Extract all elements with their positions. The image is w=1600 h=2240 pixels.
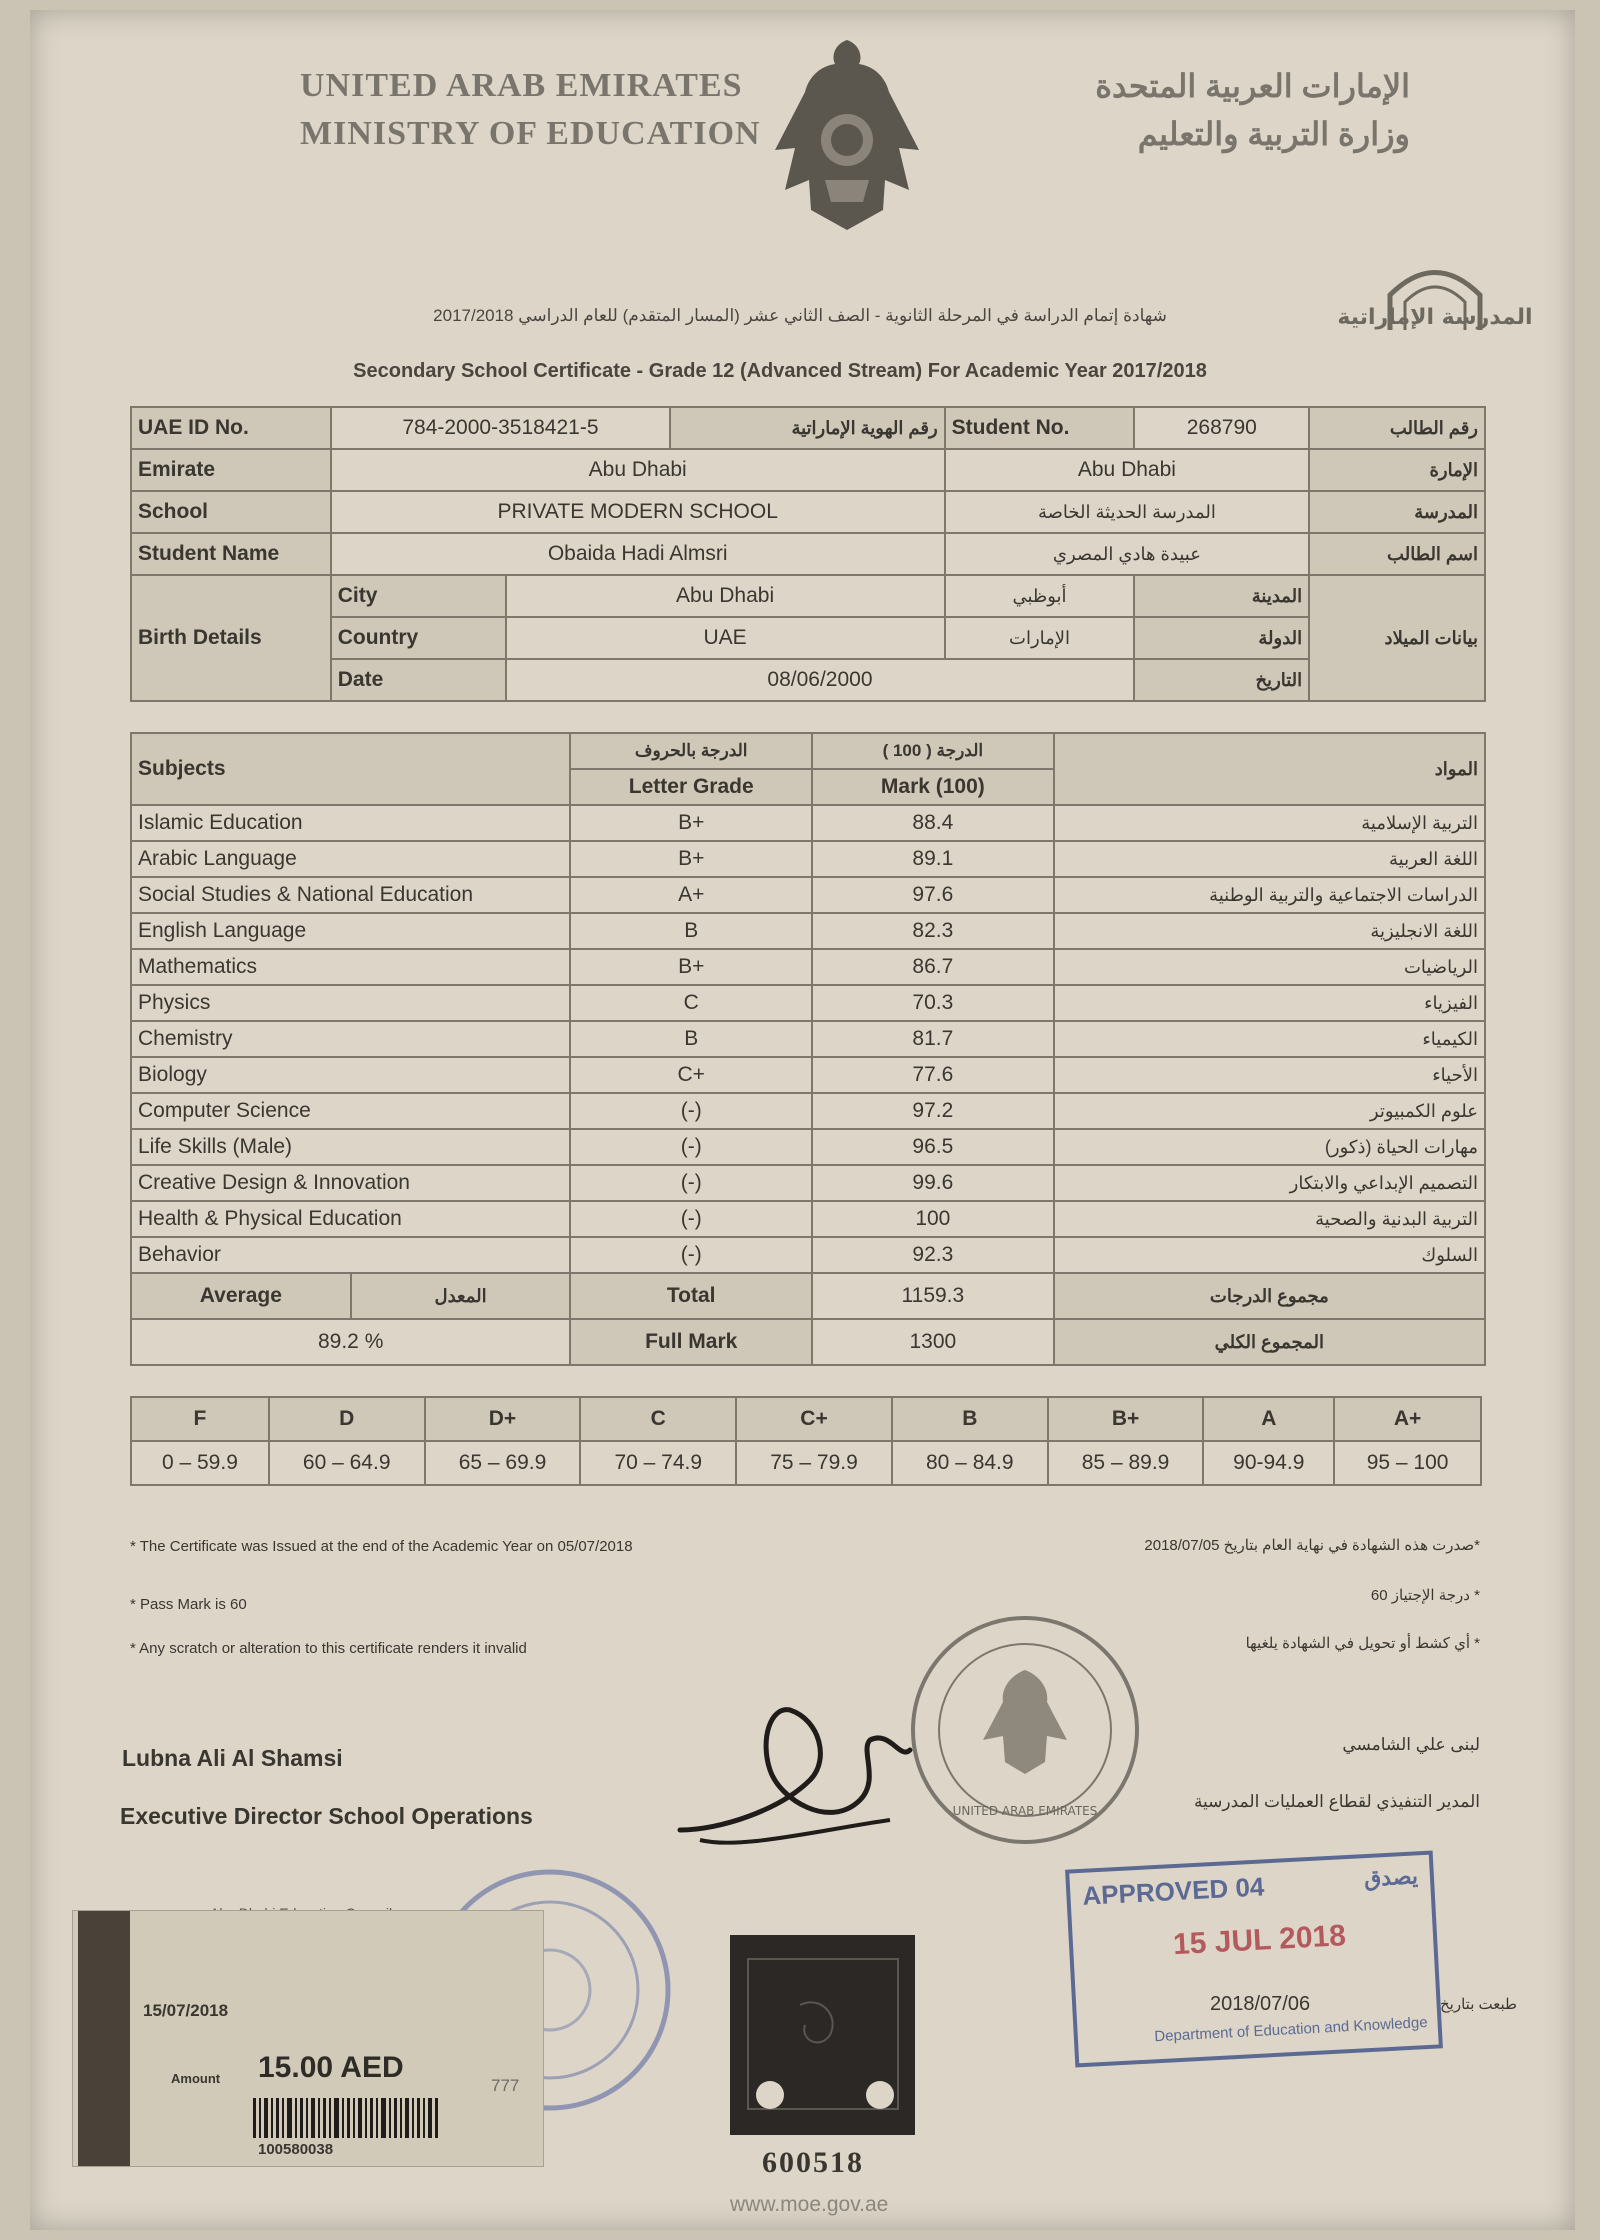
uae-id-label: UAE ID No. [131, 407, 331, 449]
uae-eagle-emblem-icon [765, 30, 930, 235]
subject-name-ar: علوم الكمبيوتر [1054, 1093, 1485, 1129]
ministry-name-ar: وزارة التربية والتعليم [1137, 116, 1410, 152]
subject-name: Creative Design & Innovation [131, 1165, 570, 1201]
grade-row [131, 1129, 1485, 1165]
uae-id-value: 784-2000-3518421-5 [331, 407, 670, 449]
student-no-value: 268790 [1134, 407, 1309, 449]
total-label-ar: مجموع الدرجات [1054, 1273, 1485, 1319]
letter-grade-header: Letter Grade [570, 769, 812, 805]
note-scratch-en: * Any scratch or alteration to this certificate renders it invalid [130, 1640, 527, 1657]
fullmark-label: Full Mark [570, 1319, 812, 1365]
student-name-label-ar: اسم الطالب [1309, 533, 1485, 575]
scale-range: 65 – 69.9 [425, 1441, 581, 1485]
country-name-en: UNITED ARAB EMIRATES [300, 67, 743, 104]
country-value-en: UAE [506, 617, 945, 659]
school-row [131, 491, 1485, 533]
scale-range: 0 – 59.9 [131, 1441, 269, 1485]
subject-name: Physics [131, 985, 570, 1021]
country-name-ar: الإمارات العربية المتحدة [1095, 68, 1410, 104]
grade-row [131, 985, 1485, 1021]
grade-row [131, 1057, 1485, 1093]
subjects-header-ar: المواد [1054, 733, 1485, 805]
signatory-title-en: Executive Director School Operations [120, 1803, 533, 1829]
certificate-title-en: Secondary School Certificate - Grade 12 (Advanced Stream) For Academic Year 2017/2018 [353, 360, 1207, 382]
subject-name-ar: مهارات الحياة (ذكور) [1054, 1129, 1485, 1165]
receipt-barcode-number: 100580038 [258, 2141, 334, 2158]
signatory-name-en: Lubna Ali Al Shamsi [122, 1745, 343, 1771]
receipt-strip [78, 1911, 130, 2166]
subject-name: Computer Science [131, 1093, 570, 1129]
letter-grade: B [570, 913, 812, 949]
note-pass-ar: * درجة الإجتياز 60 [1370, 1587, 1480, 1604]
average-label: Average [132, 1274, 352, 1318]
birth-date-value: 08/06/2000 [506, 659, 1135, 701]
subject-name: Islamic Education [131, 805, 570, 841]
revenue-stamp [730, 1935, 915, 2135]
print-date: 2018/07/06 [1210, 1993, 1311, 2015]
mark: 89.1 [812, 841, 1054, 877]
certificate-serial: 600518 [762, 2146, 864, 2179]
approved-stamp-title-ar: يصدق [1363, 1863, 1419, 1892]
subject-name-ar: التصميم الإبداعي والابتكار [1054, 1165, 1485, 1201]
letter-grade: (-) [570, 1093, 812, 1129]
grade-row [131, 1201, 1485, 1237]
header-en [300, 62, 761, 158]
scale-letters-row [131, 1397, 1481, 1441]
grades-table [130, 732, 1486, 1366]
subject-name: Life Skills (Male) [131, 1129, 570, 1165]
letter-grade: A+ [570, 877, 812, 913]
scale-range: 60 – 64.9 [269, 1441, 425, 1485]
subject-name-ar: السلوك [1054, 1237, 1485, 1273]
grading-scale-table [130, 1396, 1482, 1486]
scale-range: 85 – 89.9 [1048, 1441, 1204, 1485]
subject-name-ar: الفيزياء [1054, 985, 1485, 1021]
letter-grade: (-) [570, 1201, 812, 1237]
mark: 97.2 [812, 1093, 1054, 1129]
signatory-name-ar: لبنى علي الشامسي [1342, 1735, 1480, 1754]
mark-header-ar: الدرجة ( 100 ) [812, 733, 1054, 769]
header-ar [950, 62, 1410, 158]
approved-stamp-dept: Department of Education and Knowledge [1153, 2014, 1429, 2046]
school-value-ar: المدرسة الحديثة الخاصة [945, 491, 1310, 533]
scale-range: 70 – 74.9 [580, 1441, 736, 1485]
total-value: 1159.3 [812, 1273, 1054, 1319]
grade-row [131, 913, 1485, 949]
emirate-label-ar: الإمارة [1309, 449, 1485, 491]
grade-row [131, 1165, 1485, 1201]
birth-details-label: Birth Details [131, 575, 331, 701]
country-label-ar: الدولة [1134, 617, 1309, 659]
note-scratch-ar: * أي كشط أو تحويل في الشهادة يلغيها [1245, 1635, 1480, 1652]
subject-name-ar: اللغة العربية [1054, 841, 1485, 877]
birth-city-row [131, 575, 1485, 617]
grades-header-row [131, 733, 1485, 769]
mark: 96.5 [812, 1129, 1054, 1165]
barcode-icon [253, 2098, 443, 2138]
birth-date-row [131, 659, 1485, 701]
approved-stamp-title: APPROVED 04 [1081, 1871, 1266, 1911]
note-issued-en: * The Certificate was Issued at the end of the Academic Year on 05/07/2018 [130, 1538, 633, 1555]
subject-name: Mathematics [131, 949, 570, 985]
subject-name-ar: التربية البدنية والصحية [1054, 1201, 1485, 1237]
city-label: City [331, 575, 506, 617]
revenue-stamp-icon [730, 1935, 915, 2135]
subject-name: Social Studies & National Education [131, 877, 570, 913]
letter-grade: C [570, 985, 812, 1021]
signature-icon [660, 1680, 940, 1860]
letter-grade: B+ [570, 841, 812, 877]
subject-name: English Language [131, 913, 570, 949]
letter-grade: (-) [570, 1129, 812, 1165]
country-label: Country [331, 617, 506, 659]
fullmark-row [131, 1319, 1485, 1365]
student-no-label-ar: رقم الطالب [1309, 407, 1485, 449]
student-info-table [130, 406, 1486, 702]
subject-name: Behavior [131, 1237, 570, 1273]
emirate-label: Emirate [131, 449, 331, 491]
subject-name-ar: الدراسات الاجتماعية والتربية الوطنية [1054, 877, 1485, 913]
ministry-name-en: MINISTRY OF EDUCATION [300, 115, 761, 152]
approved-stamp [1065, 1851, 1443, 2068]
receipt-amount: 15.00 AED [258, 2051, 404, 2084]
scale-range: 95 – 100 [1334, 1441, 1481, 1485]
grade-row [131, 841, 1485, 877]
grade-row [131, 805, 1485, 841]
mark: 77.6 [812, 1057, 1054, 1093]
round-seal-text: UNITED ARAB EMIRATES [952, 1804, 1098, 1818]
school-logo-text: المدرسة الإماراتية [1337, 305, 1533, 330]
school-value-en: PRIVATE MODERN SCHOOL [331, 491, 945, 533]
receipt-date: 15/07/2018 [143, 2001, 229, 2020]
scale-letter: C+ [736, 1397, 892, 1441]
scale-letter: C [580, 1397, 736, 1441]
grade-row [131, 949, 1485, 985]
student-name-en: Obaida Hadi Almsri [331, 533, 945, 575]
emirate-value-en: Abu Dhabi [331, 449, 945, 491]
uae-id-label-ar: رقم الهوية الإماراتية [670, 407, 945, 449]
mark: 81.7 [812, 1021, 1054, 1057]
emirate-value-ar: Abu Dhabi [945, 449, 1310, 491]
city-value-en: Abu Dhabi [506, 575, 945, 617]
country-value-ar: الإمارات [945, 617, 1135, 659]
mark: 100 [812, 1201, 1054, 1237]
date-label: Date [331, 659, 506, 701]
mark: 86.7 [812, 949, 1054, 985]
student-name-ar: عبيدة هادي المصري [945, 533, 1310, 575]
city-label-ar: المدينة [1134, 575, 1309, 617]
scale-ranges-row [131, 1441, 1481, 1485]
subject-name: Health & Physical Education [131, 1201, 570, 1237]
date-label-ar: التاريخ [1134, 659, 1309, 701]
note-issued-ar: *صدرت هذه الشهادة في نهاية العام بتاريخ 2018/07/05 [1144, 1537, 1480, 1554]
mark: 92.3 [812, 1237, 1054, 1273]
total-row [131, 1273, 1485, 1319]
school-label: School [131, 491, 331, 533]
uae-id-row [131, 407, 1485, 449]
scale-letter: D+ [425, 1397, 581, 1441]
student-name-row [131, 533, 1485, 575]
footer-url: www.moe.gov.ae [730, 2193, 889, 2216]
letter-grade: (-) [570, 1237, 812, 1273]
mark: 88.4 [812, 805, 1054, 841]
mark: 82.3 [812, 913, 1054, 949]
subject-name-ar: اللغة الانجليزية [1054, 913, 1485, 949]
scale-range: 90-94.9 [1203, 1441, 1334, 1485]
scale-letter: A [1203, 1397, 1334, 1441]
scale-range: 80 – 84.9 [892, 1441, 1048, 1485]
subject-name: Chemistry [131, 1021, 570, 1057]
scale-letter: F [131, 1397, 269, 1441]
note-pass-en: * Pass Mark is 60 [130, 1596, 247, 1613]
scale-letter: B+ [1048, 1397, 1204, 1441]
grade-row [131, 1093, 1485, 1129]
grade-row [131, 1021, 1485, 1057]
letter-grade: C+ [570, 1057, 812, 1093]
mark-header: Mark (100) [812, 769, 1054, 805]
mark: 70.3 [812, 985, 1054, 1021]
student-no-label: Student No. [945, 407, 1135, 449]
average-label-ar: المعدل [434, 1285, 487, 1306]
school-label-ar: المدرسة [1309, 491, 1485, 533]
letter-grade: B+ [570, 805, 812, 841]
fullmark-label-ar: المجموع الكلي [1054, 1319, 1485, 1365]
emirate-row [131, 449, 1485, 491]
grade-row [131, 877, 1485, 913]
subject-name-ar: التربية الإسلامية [1054, 805, 1485, 841]
subject-name-ar: الأحياء [1054, 1057, 1485, 1093]
signatory-title-ar: المدير التنفيذي لقطاع العمليات المدرسية [1193, 1792, 1480, 1811]
receipt-mark: 777 [491, 2076, 520, 2095]
receipt-amount-label: Amount [171, 2071, 221, 2086]
letter-grade: B [570, 1021, 812, 1057]
scale-range: 75 – 79.9 [736, 1441, 892, 1485]
mark: 97.6 [812, 877, 1054, 913]
total-label: Total [570, 1273, 812, 1319]
subjects-header: Subjects [131, 733, 570, 805]
subject-name-ar: الرياضيات [1054, 949, 1485, 985]
subject-name: Arabic Language [131, 841, 570, 877]
letter-grade: B+ [570, 949, 812, 985]
scale-letter: B [892, 1397, 1048, 1441]
ministry-round-seal-icon [905, 1610, 1145, 1850]
student-name-label: Student Name [131, 533, 331, 575]
average-value: 89.2 % [131, 1319, 570, 1365]
certificate-title-ar: شهادة إتمام الدراسة في المرحلة الثانوية - الصف الثاني عشر (المسار المتقدم) للعام الدراسي 2017/2018 [433, 306, 1167, 325]
fee-receipt [72, 1910, 544, 2167]
emirati-school-logo-icon [1337, 250, 1533, 360]
subject-name: Biology [131, 1057, 570, 1093]
scale-letter: D [269, 1397, 425, 1441]
letter-grade: (-) [570, 1165, 812, 1201]
approved-stamp-date: 15 JUL 2018 [1172, 1919, 1347, 1962]
birth-country-row [131, 617, 1485, 659]
letter-grade-header-ar: الدرجة بالحروف [570, 733, 812, 769]
birth-details-label-ar: بيانات الميلاد [1309, 575, 1485, 701]
grade-row [131, 1237, 1485, 1273]
print-date-label-ar: طبعت بتاريخ [1440, 1996, 1517, 2013]
mark: 99.6 [812, 1165, 1054, 1201]
fullmark-value: 1300 [812, 1319, 1054, 1365]
subject-name-ar: الكيمياء [1054, 1021, 1485, 1057]
scale-letter: A+ [1334, 1397, 1481, 1441]
city-value-ar: أبوظبي [945, 575, 1135, 617]
